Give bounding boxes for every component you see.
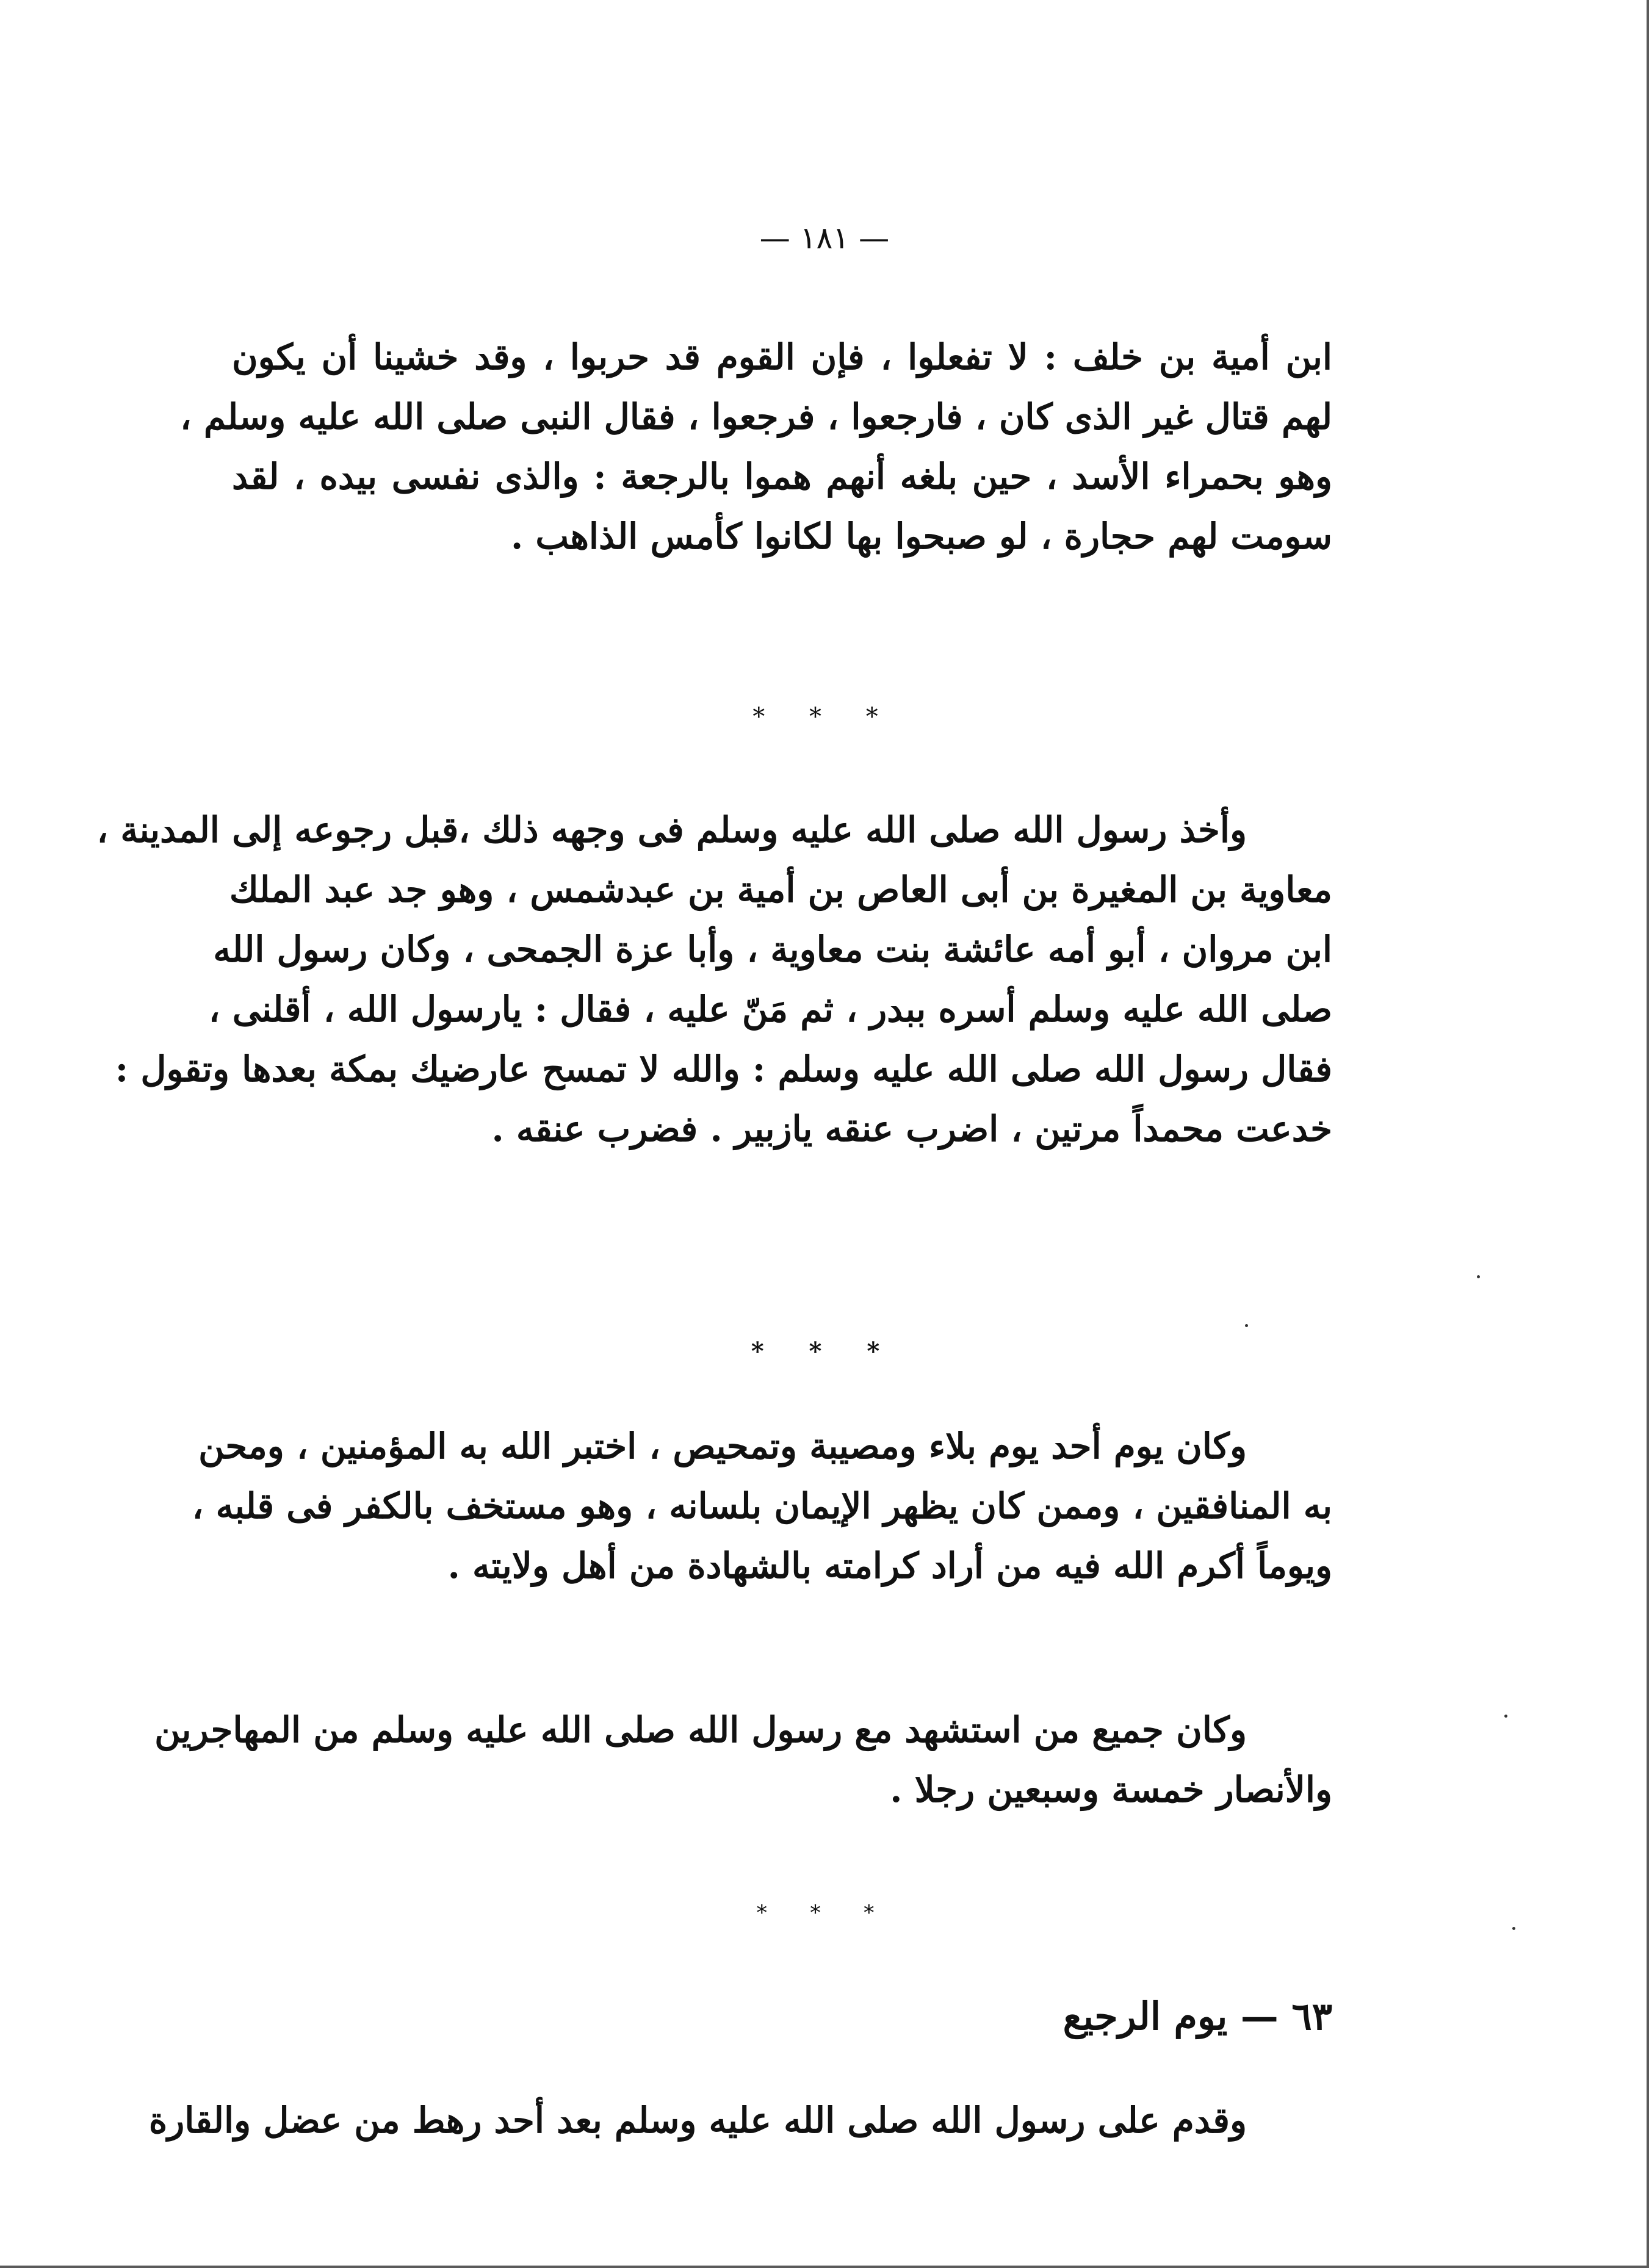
paragraph-2-line: صلى الله عليه وسلم أسره ببدر ، ثم مَنّ عليه ، فقال : يارسول الله ، أقلنى ، bbox=[208, 988, 1332, 1030]
section-separator: * * * bbox=[751, 1337, 898, 1366]
page-number: — ١٨١ — bbox=[759, 220, 890, 256]
page-border-bottom bbox=[0, 2266, 1649, 2268]
paragraph-2-line: فقال رسول الله صلى الله عليه وسلم : والله لا تمسح عارضيك بمكة بعدها وتقول : bbox=[115, 1048, 1332, 1090]
page-border-right bbox=[1647, 0, 1649, 2268]
paragraph-1-line: وهو بحمراء الأسد ، حين بلغه أنهم هموا بالرجعة : والذى نفسى بيده ، لقد bbox=[232, 456, 1332, 497]
paragraph-4 bbox=[154, 1702, 1332, 1824]
paragraph-1 bbox=[179, 329, 1332, 574]
section-heading: ٦٣ — يوم الرجيع bbox=[1063, 1994, 1332, 2039]
section-separator: * * * bbox=[756, 1901, 893, 1925]
paragraph-2 bbox=[96, 802, 1332, 1175]
paragraph-3-line: به المنافقين ، وممن كان يظهر الإيمان بلسانه ، وهو مستخف بالكفر فى قلبه ، bbox=[192, 1485, 1332, 1527]
scan-speck bbox=[1512, 1927, 1515, 1930]
paragraph-3 bbox=[192, 1419, 1332, 1602]
paragraph-2-line: وأخذ رسول الله صلى الله عليه وسلم فى وجهه ذلك ،قبل رجوعه إلى المدينة ، bbox=[96, 809, 1247, 851]
paragraph-2-line: خدعت محمداً مرتين ، اضرب عنقه يازبير . فضرب عنقه . bbox=[491, 1108, 1332, 1150]
paragraph-4-line: والأنصار خمسة وسبعين رجلا . bbox=[890, 1769, 1332, 1810]
paragraph-3-line: وكان يوم أحد يوم بلاء ومصيبة وتمحيص ، اختبر الله به المؤمنين ، ومحن bbox=[198, 1425, 1247, 1467]
paragraph-5 bbox=[148, 2093, 1332, 2154]
paragraph-4-line: وكان جميع من استشهد مع رسول الله صلى الله عليه وسلم من المهاجرين bbox=[154, 1709, 1247, 1751]
scan-speck bbox=[1477, 1275, 1480, 1278]
paragraph-2-line: ابن مروان ، أبو أمه عائشة بنت معاوية ، وأبا عزة الجمحى ، وكان رسول الله bbox=[213, 929, 1332, 970]
scan-speck bbox=[1245, 1324, 1248, 1327]
paragraph-2-line: معاوية بن المغيرة بن أبى العاص بن أمية بن عبدشمس ، وهو جد عبد الملك bbox=[229, 869, 1332, 910]
scan-speck bbox=[1504, 1715, 1507, 1718]
section-separator: * * * bbox=[752, 703, 897, 731]
paragraph-1-line: سومت لهم حجارة ، لو صبحوا بها لكانوا كأمس الذاهب . bbox=[510, 516, 1332, 557]
paragraph-3-line: ويوماً أكرم الله فيه من أراد كرامته بالشهادة من أهل ولايته . bbox=[447, 1545, 1332, 1586]
paragraph-1-line: ابن أمية بن خلف : لا تفعلوا ، فإن القوم قد حربوا ، وقد خشينا أن يكون bbox=[232, 336, 1332, 378]
paragraph-1-line: لهم قتال غير الذى كان ، فارجعوا ، فرجعوا ، فقال النبى صلى الله عليه وسلم ، bbox=[179, 396, 1332, 437]
paragraph-5-line: وقدم على رسول الله صلى الله عليه وسلم بعد أحد رهط من عضل والقارة bbox=[148, 2100, 1247, 2141]
